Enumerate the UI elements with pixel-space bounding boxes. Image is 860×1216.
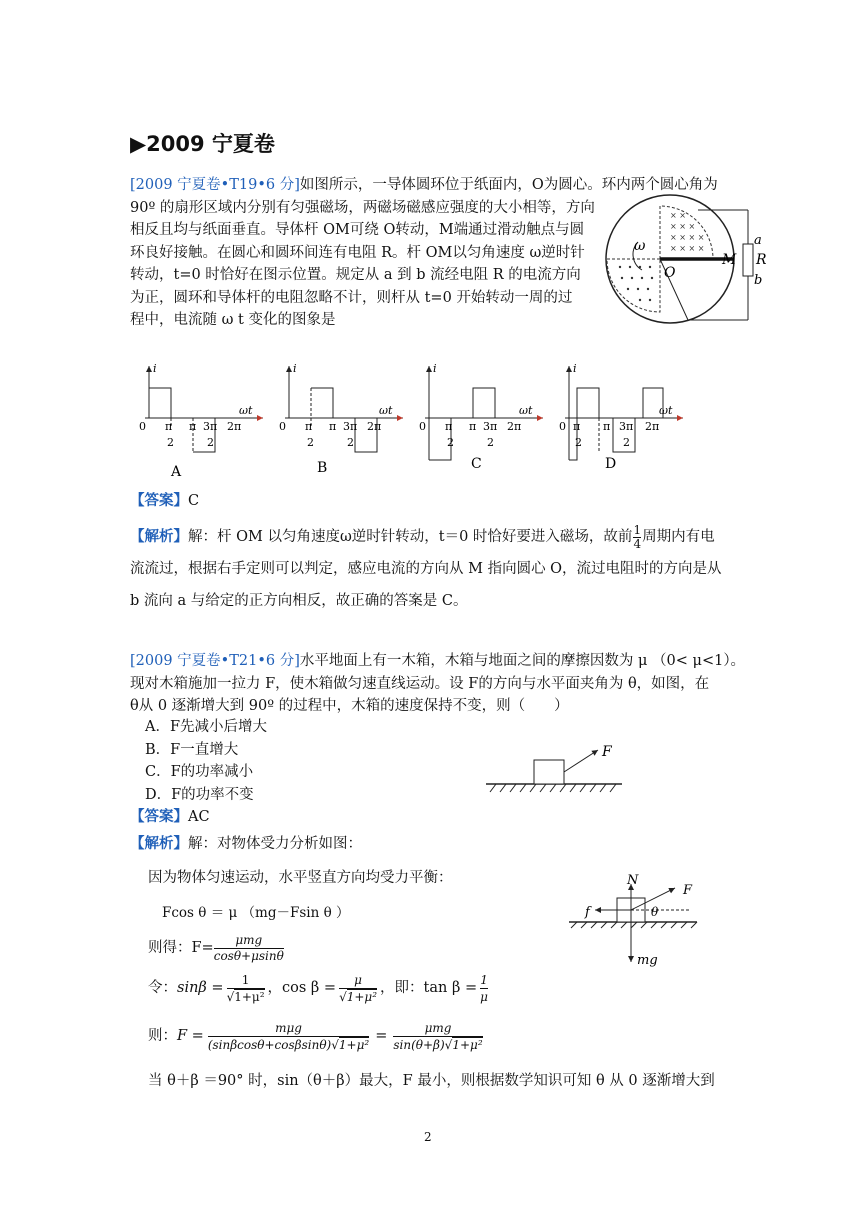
free-body-diagram [565, 870, 715, 970]
fraction-numerator: μmg [393, 1020, 482, 1037]
cosb-label: ，cos β = [267, 980, 337, 997]
let-line [148, 972, 491, 1005]
answer-value: C [188, 493, 200, 509]
answer-19 [130, 490, 199, 513]
denominator-text: (sinβcosθ+cosβsinθ) [207, 1038, 332, 1052]
fraction-denominator: (sinβcosθ+cosβsinθ)√1+μ² [207, 1038, 370, 1052]
question-line: 环良好接触。在圆心和圆环间连有电阻 R。杆 OM以匀角速度 ω逆时针 [130, 244, 585, 261]
option-graphs [135, 360, 695, 480]
question-line: 如图所示，一导体圆环位于纸面内，O为圆心。环内两个圆心角为 [299, 177, 718, 193]
analysis-line: 当 θ＋β ＝90° 时，sin（θ＋β）最大，F 最小，则根据数学知识可知 θ 从 0 逐渐增大到 [148, 1073, 715, 1089]
axis-i-label: i [433, 362, 437, 375]
axis-i-label: i [573, 362, 577, 375]
sqrt-body: 1+μ² [338, 1038, 370, 1052]
analysis-line: 因为物体匀速运动，水平竖直方向均受力平衡： [148, 870, 453, 886]
tick-two: 2 [167, 436, 174, 449]
axis-wt-label: ωt [659, 404, 673, 417]
tick-pi: π [603, 420, 611, 433]
ring-circuit-diagram [598, 192, 778, 342]
a-label: a [754, 233, 762, 248]
fraction-denominator: μ [480, 990, 488, 1004]
axis-wt-label: ωt [239, 404, 253, 417]
equation-line: Fcos θ ＝ μ （mg－Fsin θ ） [162, 905, 350, 921]
m-label: M [722, 252, 737, 268]
tick-3pi-half: 3π [343, 420, 358, 433]
tick-two: 2 [347, 436, 354, 449]
question-line: 水平地面上有一木箱，木箱与地面之间的摩擦因数为 μ （0< μ<1）。 [299, 653, 746, 669]
option-label-a: A [171, 464, 182, 480]
analysis-line: 解：对物体受力分析如图： [188, 836, 362, 852]
analysis-19 [130, 521, 740, 617]
fraction-numerator: 1 [227, 972, 265, 989]
first-fraction [208, 1020, 369, 1053]
resistor-label: R [756, 252, 767, 268]
choice-c: C．F的功率减小 [145, 764, 254, 780]
svg-text:× × ×: × × × [670, 222, 696, 231]
tick-3pi-half: 3π [619, 420, 634, 433]
tick-two: 2 [447, 436, 454, 449]
option-label-c: C [471, 456, 482, 472]
option-label-b: B [317, 460, 328, 476]
sinb-fraction [227, 972, 265, 1005]
then-line [148, 1020, 483, 1053]
origin-label: 0 [559, 420, 566, 433]
tanb-fraction [480, 972, 488, 1005]
fraction-numerator: 1 [633, 522, 642, 537]
fraction-numerator: mμg [208, 1020, 369, 1037]
axis-i-label: i [293, 362, 297, 375]
second-fraction [393, 1020, 482, 1053]
sqrt-body: 1+μ² [346, 990, 378, 1004]
question-line: 相反且均与纸面垂直。导体杆 OM可绕 O转动，M端通过滑动触点与圆 [130, 222, 585, 238]
fraction-numerator: μ [339, 972, 377, 989]
normal-force-label: N [627, 873, 639, 888]
tick-pi-half: π [305, 420, 313, 433]
deduce-fraction [214, 933, 284, 964]
tick-pi: π [329, 420, 337, 433]
tick-2pi: 2π [645, 420, 660, 433]
page-number: 2 [424, 1130, 432, 1144]
denominator-text: sin(θ+β) [393, 1038, 445, 1052]
analysis-tag: 【解析】 [130, 835, 188, 852]
axis-wt-label: ωt [379, 404, 393, 417]
tick-pi-half: π [445, 420, 453, 433]
answer-tag: 【答案】 [130, 492, 188, 509]
omega-label: ω [634, 238, 646, 254]
tick-two: 2 [575, 436, 582, 449]
question-line: 程中，电流随 ω t 变化的图象是 [130, 312, 336, 328]
f-eq-label: F = [177, 1028, 204, 1045]
tick-pi-half: π [573, 420, 581, 433]
question-line: 转动，t=0 时恰好在图示位置。规定从 a 到 b 流经电阻 R 的电流方向 [130, 267, 581, 283]
quarter-fraction [633, 524, 641, 551]
origin-label: 0 [279, 420, 286, 433]
sqrt-body: 1+μ² [452, 1038, 483, 1052]
choice-list [145, 716, 267, 806]
fraction-denominator: sin(θ+β)√1+μ² [393, 1038, 483, 1052]
box-on-ground-diagram [482, 738, 632, 796]
deduction-line [148, 933, 284, 964]
svg-text:× ×: × × [670, 211, 686, 220]
fraction-denominator: 4 [633, 536, 642, 551]
force-f-label: F [602, 744, 612, 760]
answer-value: AC [188, 809, 210, 825]
friction-label: f [585, 905, 590, 920]
analysis-tag: 【解析】 [130, 528, 188, 545]
choice-d: D．F的功率不变 [145, 786, 254, 803]
analysis-line: 流流过，根据右手定则可以判定，感应电流的方向从 M 指向圆心 O，流过电阻时的方向是从 [130, 561, 722, 577]
theta-label: θ [651, 905, 659, 919]
fraction-numerator: 1 [480, 973, 488, 987]
equals-sign: = [375, 1028, 388, 1045]
answer-21 [130, 806, 210, 829]
question-line: 为正，圆环和导体杆的电阻忽略不计，则杆从 t=0 开始转动一周的过 [130, 289, 573, 306]
choice-a: A．F先减小后增大 [145, 719, 268, 735]
tanb-label: ，即：tan β = [380, 980, 478, 997]
fraction-denominator: cosθ+μsinθ [213, 949, 284, 963]
tick-two: 2 [307, 436, 314, 449]
svg-text:× × × ×: × × × × [670, 233, 705, 242]
tick-3pi-half: 3π [483, 420, 498, 433]
question-21 [130, 650, 750, 718]
weight-label: mg [637, 953, 658, 968]
sqrt-body: 1+μ² [234, 990, 265, 1004]
tick-2pi: 2π [507, 420, 522, 433]
sinb-label: sinβ = [177, 980, 224, 997]
tick-pi: π [469, 420, 477, 433]
then-label: 则： [148, 1028, 177, 1045]
question-tag: [2009 宁夏卷•T19•6 分] [130, 177, 300, 193]
svg-text:× × × ×: × × × × [670, 244, 705, 253]
b-label: b [754, 273, 763, 288]
tick-2pi: 2π [227, 420, 242, 433]
origin-label: 0 [139, 420, 146, 433]
section-title: ▶2009 宁夏卷 [130, 132, 275, 156]
question-line: θ从 0 逐渐增大到 90º 的过程中，木箱的速度保持不变，则（ ） [130, 698, 569, 714]
option-label-d: D [605, 456, 617, 472]
tick-two: 2 [623, 436, 630, 449]
tick-2pi: 2π [367, 420, 382, 433]
origin-label: 0 [419, 420, 426, 433]
pull-force-label: F [683, 883, 693, 898]
tick-3pi-half: 3π [203, 420, 218, 433]
question-line: 现对木箱施加一拉力 F，使木箱做匀速直线运动。设 F的方向与水平面夹角为 θ，如图，在 [130, 675, 710, 692]
deduce-label: 则得：F= [148, 940, 214, 957]
axis-wt-label: ωt [519, 404, 533, 417]
tick-two: 2 [207, 436, 214, 449]
answer-tag: 【答案】 [130, 808, 188, 825]
axis-i-label: i [153, 362, 157, 375]
question-tag: [2009 宁夏卷•T21•6 分] [130, 653, 300, 669]
cosb-fraction [339, 972, 377, 1005]
choice-b: B．F一直增大 [145, 741, 239, 758]
analysis-21-intro [130, 833, 362, 856]
analysis-line: 周期内有电 [642, 529, 715, 545]
fraction-denominator: √1+μ² [226, 990, 265, 1004]
tick-two: 2 [487, 436, 494, 449]
tick-pi: π [189, 420, 197, 433]
question-line: 90º 的扇形区域内分别有匀强磁场，两磁场磁感应强度的大小相等，方向 [130, 199, 595, 216]
center-label: O [664, 265, 676, 281]
let-label: 令： [148, 980, 177, 997]
fraction-denominator: √1+μ² [339, 990, 378, 1004]
tick-pi-half: π [165, 420, 173, 433]
analysis-line: 解：杆 OM 以匀角速度ω逆时针转动，t＝0 时恰好要进入磁场，故前 [188, 529, 633, 545]
analysis-line: b 流向 a 与给定的正方向相反，故正确的答案是 C。 [130, 593, 468, 609]
fraction-numerator: μmg [214, 933, 284, 949]
